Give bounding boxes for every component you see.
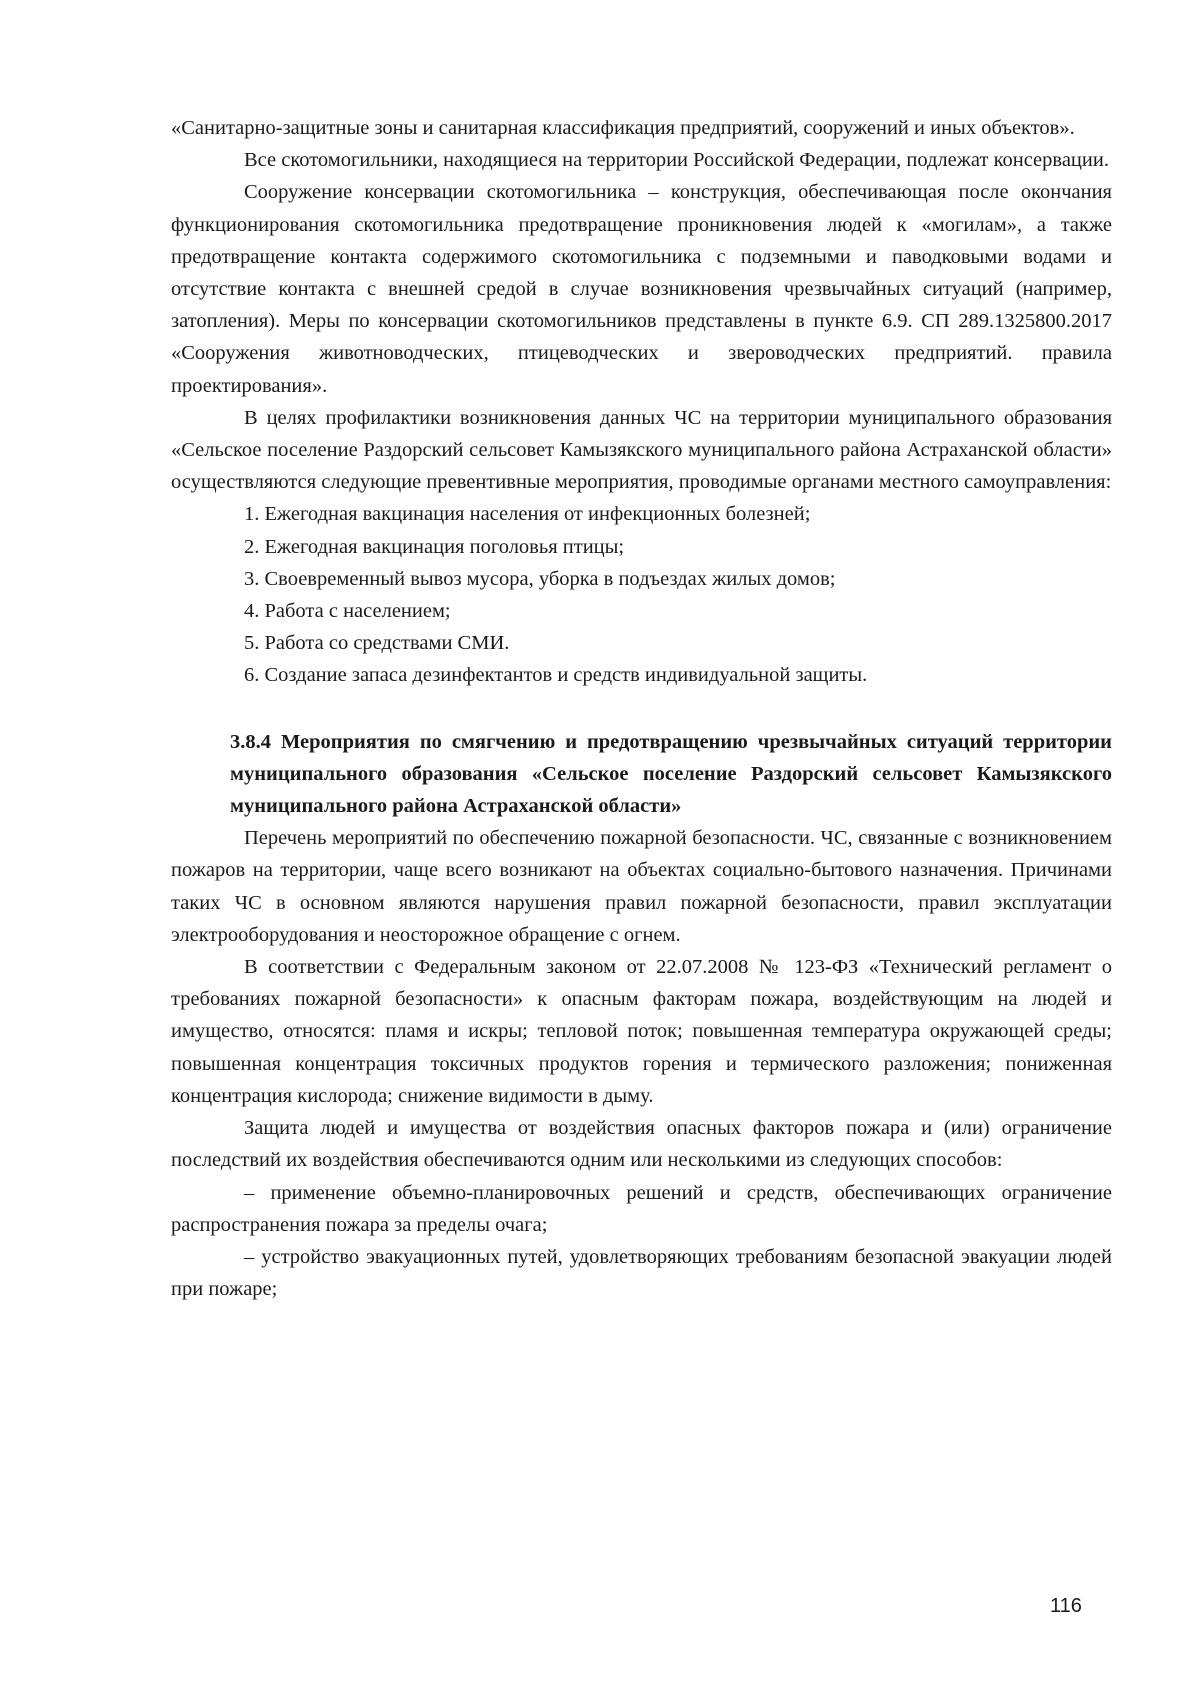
list-item: 6. Создание запаса дезинфектантов и средств индивидуальной защиты. (244, 664, 868, 687)
section-heading: 3.8.4 Мероприятия по смягчению и предотвращению чрезвычайных ситуаций территории муниципального образования «Сельское поселение Раздорский сельсовет Камызякского муниципального района Астраханской области» (230, 730, 1112, 818)
paragraph-conservation: Все скотомогильники, находящиеся на территории Российской Федерации, подлежат консервации. (244, 149, 1109, 172)
paragraph-dash-item: – устройство эвакуационных путей, удовлетворяющих требованиям безопасной эвакуации людей при пожаре; (171, 1245, 1112, 1301)
paragraph-protection-methods: Защита людей и имущества от воздействия опасных факторов пожара и (или) ограничение последствий их воздействия обеспечиваются одним или несколькими из следующих способов: (171, 1117, 1112, 1172)
paragraph-fire-safety: Перечень мероприятий по обеспечению пожарной безопасности. ЧС, связанные с возникновением пожаров на территории, чаще всего возникают на объектах социально-бытового назначения. Причинами таких ЧС в основном являются нарушения правил пожарной безопасности, правил эксплуатации электрооборудования и неосторожное обращение с огнем. (171, 827, 1112, 946)
paragraph-prevention-intro: В целях профилактики возникновения данных ЧС на территории муниципального образования «Сельское поселение Раздорский сельсовет Камызякского муниципального района Астраханской области» осуществляются следующие превентивные мероприятия, проводимые органами местного самоуправления: (171, 406, 1112, 494)
list-item: 5. Работа со средствами СМИ. (244, 632, 510, 655)
paragraph-federal-law: В соответствии с Федеральным законом от 22.07.2008 № 123-ФЗ «Технический регламент о требованиях пожарной безопасности» к опасным факторам пожара, воздействующим на людей и имущество, относятся: пламя и искры; тепловой поток; повышенная температура окружающей среды; повышенная концентрация токсичных продуктов горения и термического разложения; пониженная концентрация кислорода; снижение видимости в дыму. (171, 956, 1112, 1107)
list-item: 1. Ежегодная вакцинация населения от инфекционных болезней; (244, 503, 811, 526)
paragraph-conservation-structure: Сооружение консервации скотомогильника – конструкция, обеспечивающая после окончания функционирования скотомогильника предотвращение проникновения людей к «могилам», а также предотвращение контакта содержимого скотомогильника с подземными и паводковыми водами и отсутствие контакта с внешней средой в случае возникновения чрезвычайных ситуаций (например, затопления). Меры по консервации скотомогильников представлены в пункте 6.9. СП 289.1325800.2017 «Сооружения животноводческих, птицеводческих и звероводческих предприятий. правила проектирования». (171, 181, 1112, 397)
list-item: 3. Своевременный вывоз мусора, уборка в подъездах жилых домов; (244, 567, 836, 590)
paragraph-dash-item: – применение объемно-планировочных решений и средств, обеспечивающих ограничение распространения пожара за пределы очага; (171, 1181, 1112, 1236)
page-number: 116 (1050, 1595, 1082, 1617)
list-item: 4. Работа с населением; (244, 600, 451, 623)
page-body (171, 112, 1112, 1305)
paragraph-sanitary-zones: «Санитарно-защитные зоны и санитарная классификация предприятий, сооружений и иных объектов». (171, 117, 1075, 139)
list-item: 2. Ежегодная вакцинация поголовья птицы; (244, 535, 625, 558)
measures-list (171, 498, 1112, 691)
